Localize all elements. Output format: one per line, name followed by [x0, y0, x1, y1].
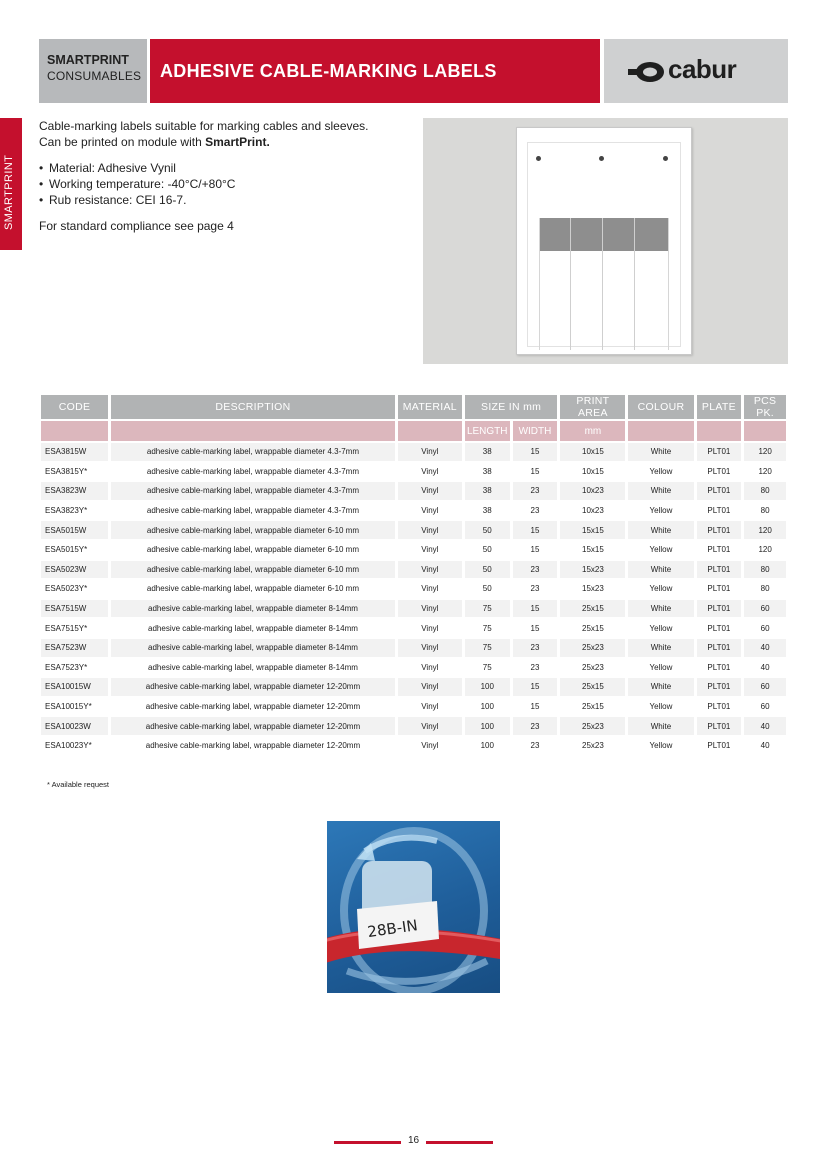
- intro-line1: Cable-marking labels suitable for marking cables and sleeves.: [39, 119, 369, 133]
- cell-print-area: 10x23: [560, 482, 625, 500]
- cell-length: 75: [465, 639, 510, 657]
- cell-pcs: 80: [744, 580, 786, 598]
- cell-pcs: 120: [744, 521, 786, 539]
- cell-print-area: 25x23: [560, 717, 625, 735]
- label-sheet-image: [423, 118, 788, 364]
- cell-width: 15: [513, 521, 558, 539]
- cell-code: ESA10015Y*: [41, 698, 108, 716]
- label-sheet: [516, 127, 692, 355]
- cell-colour: White: [628, 521, 693, 539]
- cell-length: 38: [465, 443, 510, 461]
- sheet-hole: [536, 156, 541, 161]
- cell-length: 38: [465, 502, 510, 520]
- cell-pcs: 60: [744, 698, 786, 716]
- table-row: [41, 482, 786, 500]
- cell-pcs: 120: [744, 463, 786, 481]
- cell-print-area: 25x15: [560, 678, 625, 696]
- cell-colour: Yellow: [628, 619, 693, 637]
- cell-pcs: 80: [744, 561, 786, 579]
- cell-material: Vinyl: [398, 541, 462, 559]
- bullet-rub-resistance: • Rub resistance: CEI 16-7.: [39, 192, 419, 208]
- label-divider: [570, 218, 571, 350]
- cell-pcs: 60: [744, 678, 786, 696]
- header-title-bar: [150, 39, 600, 103]
- intro-text: [39, 118, 419, 234]
- cell-plate: PLT01: [697, 737, 742, 755]
- category-line1: SMARTPRINT: [47, 53, 129, 67]
- cell-colour: Yellow: [628, 541, 693, 559]
- cell-colour: Yellow: [628, 580, 693, 598]
- cell-material: Vinyl: [398, 737, 462, 755]
- cell-print-area: 10x15: [560, 463, 625, 481]
- col-header-description: DESCRIPTION: [111, 395, 395, 419]
- cell-pcs: 120: [744, 443, 786, 461]
- cell-material: Vinyl: [398, 600, 462, 618]
- cell-code: ESA3815Y*: [41, 463, 108, 481]
- cell-code: ESA7523Y*: [41, 659, 108, 677]
- cell-pcs: 40: [744, 737, 786, 755]
- table-row: [41, 737, 786, 755]
- cell-description: adhesive cable-marking label, wrappable diameter 8-14mm: [111, 619, 395, 637]
- cell-material: Vinyl: [398, 463, 462, 481]
- cell-pcs: 80: [744, 482, 786, 500]
- cell-material: Vinyl: [398, 482, 462, 500]
- cabur-logo-icon: [628, 60, 666, 84]
- label-divider: [602, 218, 603, 350]
- cell-print-area: 15x15: [560, 521, 625, 539]
- cell-length: 75: [465, 619, 510, 637]
- subheader-width: WIDTH: [513, 421, 558, 441]
- cable-label-illustration: [327, 821, 500, 993]
- cell-length: 38: [465, 463, 510, 481]
- table-row: [41, 619, 786, 637]
- cell-plate: PLT01: [697, 659, 742, 677]
- cell-pcs: 60: [744, 619, 786, 637]
- cell-print-area: 10x15: [560, 443, 625, 461]
- cell-code: ESA10015W: [41, 678, 108, 696]
- intro-line2: [39, 134, 419, 150]
- cell-print-area: 25x23: [560, 737, 625, 755]
- cell-length: 50: [465, 521, 510, 539]
- cell-width: 15: [513, 678, 558, 696]
- cell-width: 15: [513, 600, 558, 618]
- cell-material: Vinyl: [398, 698, 462, 716]
- cell-length: 50: [465, 580, 510, 598]
- cell-width: 15: [513, 698, 558, 716]
- cell-code: ESA7515Y*: [41, 619, 108, 637]
- cell-colour: Yellow: [628, 659, 693, 677]
- cell-width: 15: [513, 443, 558, 461]
- table-subheader-row: [41, 421, 786, 441]
- cell-print-area: 15x15: [560, 541, 625, 559]
- cell-plate: PLT01: [697, 541, 742, 559]
- col-header-pcs: PCS PK.: [744, 395, 786, 419]
- cell-pcs: 40: [744, 659, 786, 677]
- table-row: [41, 502, 786, 520]
- cell-print-area: 15x23: [560, 580, 625, 598]
- cell-code: ESA3823W: [41, 482, 108, 500]
- cell-width: 23: [513, 580, 558, 598]
- cell-pcs: 120: [744, 541, 786, 559]
- cell-code: ESA10023W: [41, 717, 108, 735]
- logo-wordmark: cabur: [668, 54, 737, 84]
- cell-description: adhesive cable-marking label, wrappable diameter 8-14mm: [111, 600, 395, 618]
- table-row: [41, 600, 786, 618]
- cell-description: adhesive cable-marking label, wrappable diameter 8-14mm: [111, 659, 395, 677]
- cell-material: Vinyl: [398, 619, 462, 637]
- cell-colour: White: [628, 717, 693, 735]
- cell-print-area: 25x15: [560, 619, 625, 637]
- side-tab-label: SMARTPRINT: [3, 154, 15, 230]
- page-title: ADHESIVE CABLE-MARKING LABELS: [160, 61, 497, 81]
- table-body: [41, 443, 786, 755]
- cell-length: 50: [465, 541, 510, 559]
- table-row: [41, 463, 786, 481]
- table-row: [41, 561, 786, 579]
- cell-material: Vinyl: [398, 717, 462, 735]
- cell-material: Vinyl: [398, 639, 462, 657]
- cell-plate: PLT01: [697, 639, 742, 657]
- table-row: [41, 521, 786, 539]
- cell-plate: PLT01: [697, 521, 742, 539]
- product-table: [38, 393, 789, 757]
- cell-colour: White: [628, 639, 693, 657]
- cell-pcs: 80: [744, 502, 786, 520]
- header-logo: [604, 39, 788, 103]
- table-header-row: [41, 395, 786, 419]
- cell-description: adhesive cable-marking label, wrappable diameter 6-10 mm: [111, 580, 395, 598]
- cell-material: Vinyl: [398, 561, 462, 579]
- cell-width: 23: [513, 717, 558, 735]
- sheet-hole: [663, 156, 668, 161]
- page-number: 16: [407, 1135, 420, 1146]
- cell-description: adhesive cable-marking label, wrappable diameter 12-20mm: [111, 678, 395, 696]
- photo-label-text: 28B-IN: [366, 916, 419, 942]
- cell-pcs: 60: [744, 600, 786, 618]
- cell-length: 100: [465, 678, 510, 696]
- cell-length: 100: [465, 737, 510, 755]
- col-header-plate: PLATE: [697, 395, 742, 419]
- cell-plate: PLT01: [697, 717, 742, 735]
- cell-description: adhesive cable-marking label, wrappable diameter 8-14mm: [111, 639, 395, 657]
- page-footer: [334, 1135, 493, 1149]
- cell-description: adhesive cable-marking label, wrappable diameter 6-10 mm: [111, 561, 395, 579]
- cell-width: 15: [513, 463, 558, 481]
- cell-code: ESA5023W: [41, 561, 108, 579]
- footnote: * Available request: [47, 780, 109, 789]
- cell-code: ESA10023Y*: [41, 737, 108, 755]
- cell-code: ESA5015Y*: [41, 541, 108, 559]
- cell-colour: White: [628, 482, 693, 500]
- cell-length: 50: [465, 561, 510, 579]
- cell-colour: Yellow: [628, 463, 693, 481]
- col-header-size: SIZE IN mm: [465, 395, 557, 419]
- cell-width: 23: [513, 639, 558, 657]
- cell-material: Vinyl: [398, 580, 462, 598]
- table-row: [41, 443, 786, 461]
- cell-print-area: 15x23: [560, 561, 625, 579]
- cell-description: adhesive cable-marking label, wrappable diameter 4.3-7mm: [111, 502, 395, 520]
- cell-material: Vinyl: [398, 502, 462, 520]
- sheet-hole: [599, 156, 604, 161]
- product-photo: [327, 821, 500, 993]
- cell-colour: White: [628, 561, 693, 579]
- cell-plate: PLT01: [697, 561, 742, 579]
- bullet-material: • Material: Adhesive Vynil: [39, 160, 419, 176]
- cell-width: 23: [513, 502, 558, 520]
- cell-pcs: 40: [744, 717, 786, 735]
- cell-pcs: 40: [744, 639, 786, 657]
- cell-description: adhesive cable-marking label, wrappable diameter 4.3-7mm: [111, 463, 395, 481]
- cell-length: 75: [465, 600, 510, 618]
- cell-length: 100: [465, 698, 510, 716]
- cell-code: ESA5015W: [41, 521, 108, 539]
- cell-width: 23: [513, 561, 558, 579]
- table-row: [41, 717, 786, 735]
- col-header-print-area: PRINT AREA: [560, 395, 625, 419]
- cell-description: adhesive cable-marking label, wrappable diameter 12-20mm: [111, 737, 395, 755]
- cell-print-area: 10x23: [560, 502, 625, 520]
- cell-colour: White: [628, 678, 693, 696]
- side-section-tab: [0, 118, 22, 250]
- cell-plate: PLT01: [697, 443, 742, 461]
- compliance-note: For standard compliance see page 4: [39, 219, 234, 233]
- table-row: [41, 639, 786, 657]
- cell-width: 23: [513, 737, 558, 755]
- intro-line2-prefix: Can be printed on module with: [39, 135, 206, 149]
- cell-colour: White: [628, 443, 693, 461]
- cell-width: 23: [513, 482, 558, 500]
- intro-line2-product: SmartPrint.: [205, 135, 270, 149]
- cell-print-area: 25x23: [560, 639, 625, 657]
- cell-description: adhesive cable-marking label, wrappable diameter 12-20mm: [111, 698, 395, 716]
- label-divider: [539, 218, 540, 350]
- subheader-print-area-unit: mm: [560, 421, 625, 441]
- table-row: [41, 580, 786, 598]
- cell-plate: PLT01: [697, 502, 742, 520]
- cell-plate: PLT01: [697, 619, 742, 637]
- cell-material: Vinyl: [398, 678, 462, 696]
- cell-code: ESA5023Y*: [41, 580, 108, 598]
- col-header-material: MATERIAL: [398, 395, 462, 419]
- cell-description: adhesive cable-marking label, wrappable diameter 4.3-7mm: [111, 482, 395, 500]
- cell-colour: Yellow: [628, 737, 693, 755]
- cell-plate: PLT01: [697, 463, 742, 481]
- label-divider: [668, 218, 669, 350]
- table-row: [41, 541, 786, 559]
- label-divider: [634, 218, 635, 350]
- bullet-temperature: • Working temperature: -40°C/+80°C: [39, 176, 419, 192]
- header-category: [39, 39, 147, 103]
- cell-plate: PLT01: [697, 600, 742, 618]
- cell-print-area: 25x23: [560, 659, 625, 677]
- cell-width: 23: [513, 659, 558, 677]
- cell-print-area: 25x15: [560, 600, 625, 618]
- cell-description: adhesive cable-marking label, wrappable diameter 6-10 mm: [111, 541, 395, 559]
- cell-code: ESA7523W: [41, 639, 108, 657]
- cell-description: adhesive cable-marking label, wrappable diameter 4.3-7mm: [111, 443, 395, 461]
- table-row: [41, 678, 786, 696]
- table-row: [41, 698, 786, 716]
- cell-plate: PLT01: [697, 482, 742, 500]
- cell-colour: Yellow: [628, 698, 693, 716]
- cell-length: 75: [465, 659, 510, 677]
- cell-description: adhesive cable-marking label, wrappable diameter 12-20mm: [111, 717, 395, 735]
- cell-description: adhesive cable-marking label, wrappable diameter 6-10 mm: [111, 521, 395, 539]
- table-row: [41, 659, 786, 677]
- col-header-code: CODE: [41, 395, 108, 419]
- cell-code: ESA3823Y*: [41, 502, 108, 520]
- cell-colour: White: [628, 600, 693, 618]
- cell-plate: PLT01: [697, 698, 742, 716]
- cell-plate: PLT01: [697, 580, 742, 598]
- cell-length: 38: [465, 482, 510, 500]
- cell-print-area: 25x15: [560, 698, 625, 716]
- cell-length: 100: [465, 717, 510, 735]
- cell-colour: Yellow: [628, 502, 693, 520]
- category-line2: CONSUMABLES: [47, 69, 142, 83]
- cell-material: Vinyl: [398, 443, 462, 461]
- cell-plate: PLT01: [697, 678, 742, 696]
- print-strip: [539, 218, 669, 251]
- cell-width: 15: [513, 619, 558, 637]
- cell-material: Vinyl: [398, 521, 462, 539]
- cell-material: Vinyl: [398, 659, 462, 677]
- subheader-length: LENGTH: [465, 421, 510, 441]
- cell-width: 15: [513, 541, 558, 559]
- cell-code: ESA7515W: [41, 600, 108, 618]
- cell-code: ESA3815W: [41, 443, 108, 461]
- col-header-colour: COLOUR: [628, 395, 693, 419]
